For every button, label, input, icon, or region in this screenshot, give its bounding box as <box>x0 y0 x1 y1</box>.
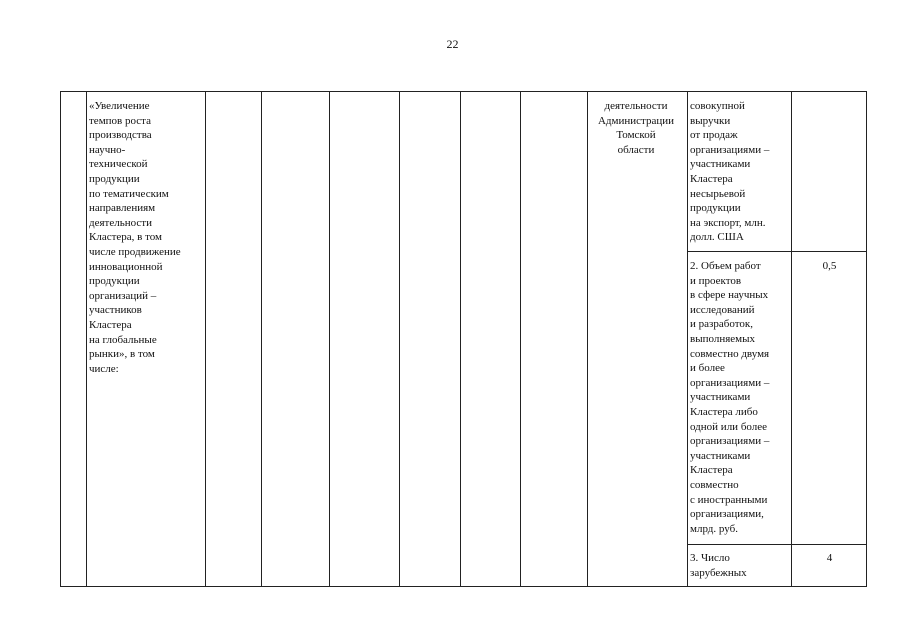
responsible-cell <box>588 99 684 157</box>
task-line: темпов роста <box>89 114 151 127</box>
indicator-line: на экспорт, млн. <box>690 216 766 229</box>
indicator-row-divider <box>687 544 867 545</box>
task-line: Кластера, в том <box>89 231 163 244</box>
task-line: числе: <box>89 362 119 375</box>
table-column-divider <box>791 91 792 587</box>
responsible-line: области <box>617 143 655 156</box>
indicator-3-value: 4 <box>826 552 833 564</box>
task-description-cell <box>89 99 181 376</box>
indicator-1-cell <box>690 99 769 245</box>
indicator-line: продукции <box>690 202 741 215</box>
task-line: продукции <box>89 275 140 288</box>
indicator-line: совместно <box>690 478 739 491</box>
indicator-line: в сфере научных <box>690 289 769 302</box>
indicator-line: и более <box>690 362 725 375</box>
indicator-line: организациями, <box>690 508 764 521</box>
indicator-line: несырьевой <box>690 187 746 200</box>
indicator-line: участниками <box>690 158 751 171</box>
indicator-line: от продаж <box>690 129 738 142</box>
indicator-2-value: 0,5 <box>822 260 837 272</box>
task-line: направлениям <box>89 202 156 215</box>
indicator-line: Кластера либо <box>690 405 758 418</box>
table-column-divider <box>520 91 521 587</box>
task-line: рынки», в том <box>89 348 155 361</box>
task-line: Кластера <box>89 318 132 331</box>
table-column-divider <box>205 91 206 587</box>
responsible-line: Администрации <box>597 114 675 127</box>
task-line: производства <box>89 129 152 142</box>
task-line: по тематическим <box>89 187 169 200</box>
task-line: научно- <box>89 143 126 156</box>
indicator-line: с иностранными <box>690 493 768 506</box>
responsible-line: деятельности <box>604 100 668 112</box>
table-column-divider <box>687 91 688 587</box>
indicator-row-divider <box>687 251 867 252</box>
table-border-bottom <box>60 586 867 587</box>
indicator-line: исследований <box>690 303 755 316</box>
indicator-line: совокупной <box>690 100 745 112</box>
indicator-line: млрд. руб. <box>690 522 738 535</box>
table-column-divider <box>399 91 400 587</box>
indicator-line: одной или более <box>690 420 768 433</box>
task-line: деятельности <box>89 216 152 229</box>
table-column-divider <box>261 91 262 587</box>
task-line: числе продвижение <box>89 245 181 258</box>
table-column-divider <box>329 91 330 587</box>
task-line: на глобальные <box>89 333 157 346</box>
indicator-line: организациями – <box>690 435 770 448</box>
indicator-3-cell <box>690 551 747 580</box>
indicator-2-cell <box>690 259 769 536</box>
task-line: участников <box>89 304 142 317</box>
responsible-line: Томской <box>616 129 656 142</box>
page-number: 22 <box>446 37 459 51</box>
task-line: инновационной <box>89 260 163 273</box>
table-column-divider <box>86 91 87 587</box>
task-line: организаций – <box>89 289 157 302</box>
indicator-line: Кластера <box>690 172 733 185</box>
indicator-line: зарубежных <box>690 566 747 579</box>
task-line: технической <box>89 158 148 171</box>
task-line: продукции <box>89 172 140 185</box>
table-column-divider <box>460 91 461 587</box>
indicator-line: 2. Объем работ <box>690 260 761 272</box>
indicator-line: и проектов <box>690 274 742 287</box>
table-border-top <box>60 91 867 92</box>
task-line: «Увеличение <box>89 100 150 112</box>
indicator-line: организациями – <box>690 143 770 156</box>
indicator-line: Кластера <box>690 464 733 477</box>
table-column-divider <box>587 91 588 587</box>
indicator-line: и разработок, <box>690 318 753 331</box>
indicator-line: выручки <box>690 114 731 127</box>
indicator-line: участниками <box>690 391 751 404</box>
plan-table <box>60 91 867 587</box>
indicator-line: долл. США <box>690 231 744 244</box>
table-border-left <box>60 91 61 587</box>
table-border-right <box>866 91 867 587</box>
indicator-line: 3. Число <box>690 552 730 564</box>
indicator-line: организациями – <box>690 376 770 389</box>
indicator-line: выполняемых <box>690 332 755 345</box>
indicator-line: совместно двумя <box>690 347 770 360</box>
indicator-line: участниками <box>690 449 751 462</box>
